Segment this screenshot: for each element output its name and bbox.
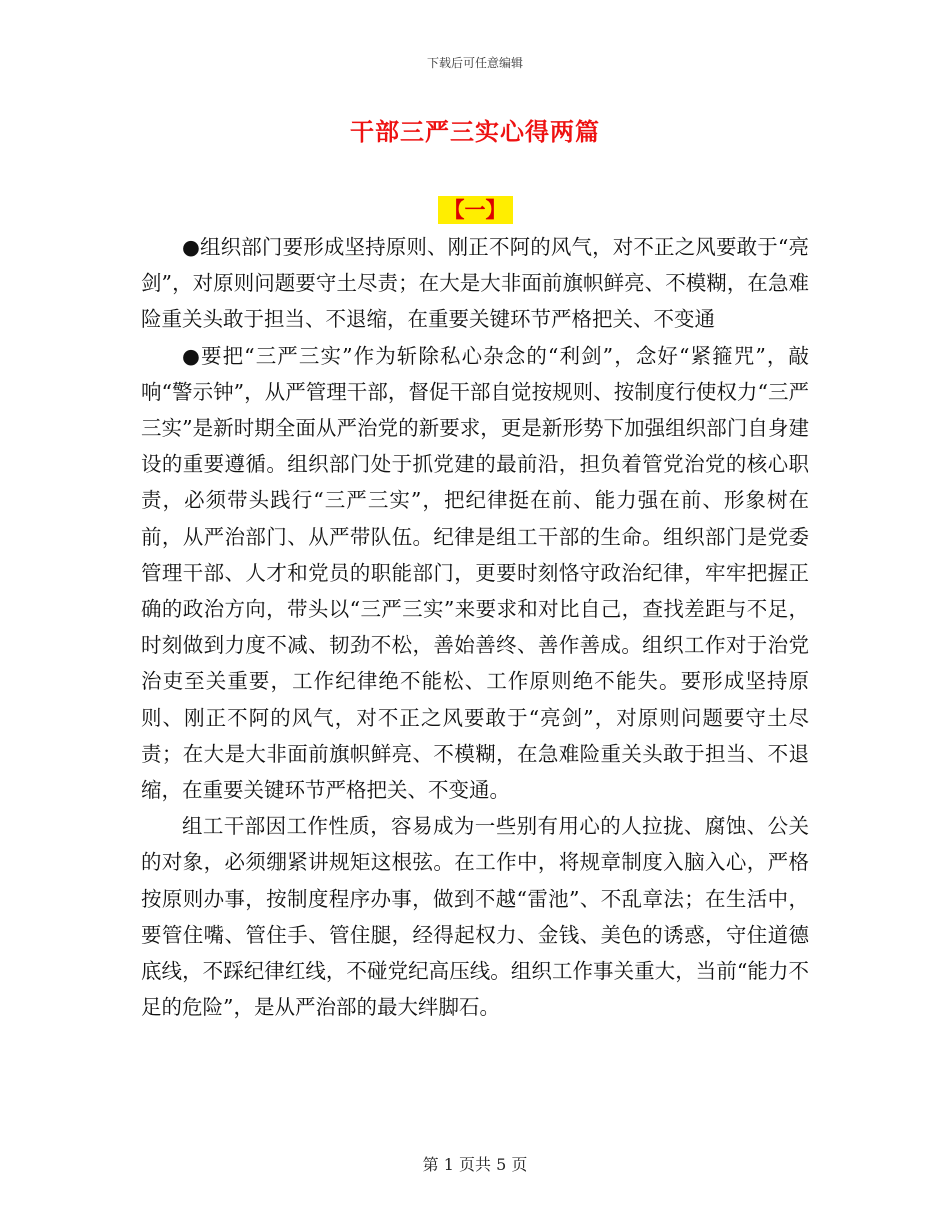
paragraph-1: ●组织部门要形成坚持原则、刚正不阿的风气，对不正之风要敢于“亮剑”，对原则问题要守土尽责；在大是大非面前旗帜鲜亮、不模糊，在急难险重关头敢于担当、不退缩，在重要关键环节严格把关、不变通 (141, 235, 809, 332)
section-label-wrap (0, 196, 950, 224)
header-note: 下载后可任意编辑 (426, 56, 523, 70)
section-label: 【一】 (438, 196, 513, 224)
paragraph-2: ●要把“三严三实”作为斩除私心杂念的“利剑”，念好“紧箍咒”，敲响“警示钟”，从严管理干部，督促干部自觉按规则、按制度行使权力“三严三实”是新时期全面从严治党的新要求，更是新形势下加强组织部门自身建设的重要遵循。组织部门处于抓党建的最前沿，担负着管党治党的核心职责，必须带头践行“三严三实”，把纪律挺在前、能力强在前、形象树在前，从严治部门、从严带队伍。纪律是组工干部的生命。组织部门是党委管理干部、人才和党员的职能部门，更要时刻恪守政治纪律，牢牢把握正确的政治方向，带头以“三严三实”来要求和对比自己，查找差距与不足，时刻做到力度不减、韧劲不松，善始善终、善作善成。组织工作对于治党治吏至关重要，工作纪律绝不能松、工作原则绝不能失。要形成坚持原则、刚正不阿的风气，对不正之风要敢于“亮剑”，对原则问题要守土尽责；在大是大非面前旗帜鲜亮、不模糊，在急难险重关头敢于担当、不退缩，在重要关键环节严格把关、不变通。 (141, 343, 809, 803)
body-text (141, 229, 809, 1025)
document-title: 干部三严三实心得两篇 (350, 117, 600, 146)
page-number: 第 1 页共 5 页 (422, 1155, 528, 1174)
paragraph-3: 组工干部因工作性质，容易成为一些别有用心的人拉拢、腐蚀、公关的对象，必须绷紧讲规矩这根弦。在工作中，将规章制度入脑入心，严格按原则办事，按制度程序办事，做到不越“雷池”、不乱章法；在生活中，要管住嘴、管住手、管住腿，经得起权力、金钱、美色的诱惑，守住道德底线，不踩纪律红线，不碰党纪高压线。组织工作事关重大，当前“能力不足的危险”，是从严治部的最大绊脚石。 (141, 814, 809, 1020)
